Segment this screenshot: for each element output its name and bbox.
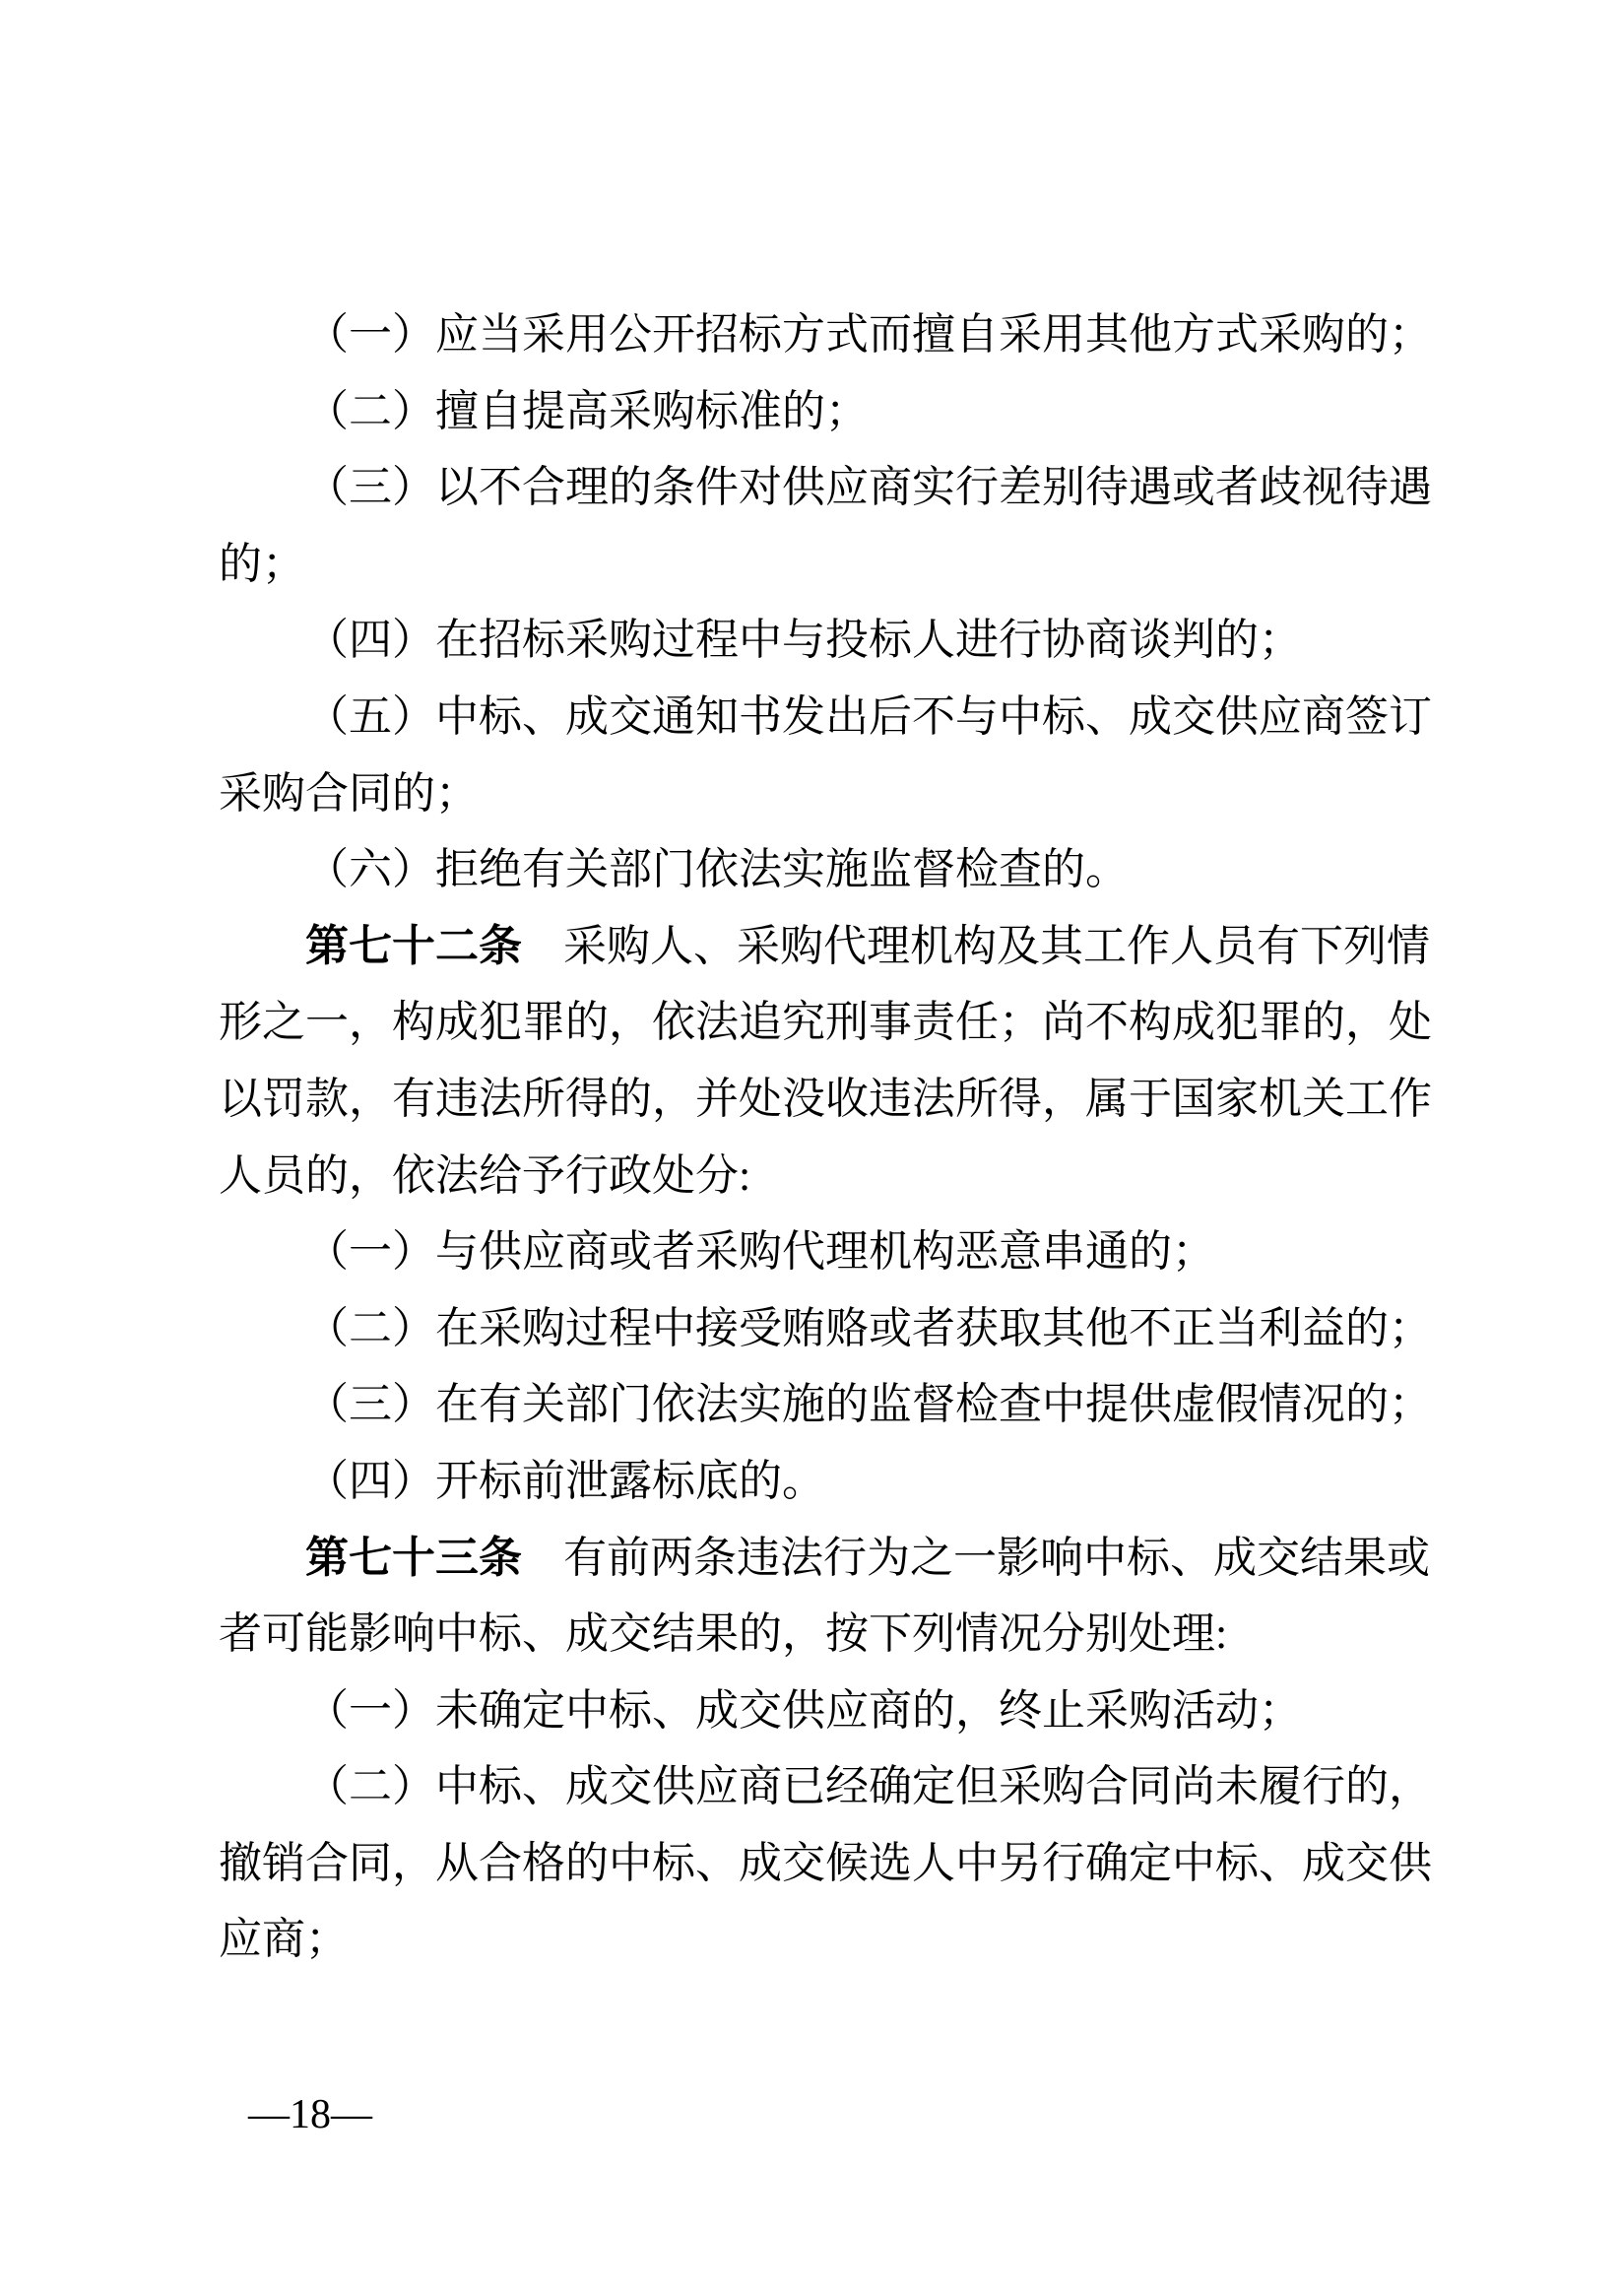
text-line bbox=[219, 908, 1440, 985]
text-line bbox=[219, 1901, 1440, 1978]
text-line bbox=[219, 1748, 1440, 1825]
line-text: （四）开标前泄露标底的。 bbox=[305, 1456, 825, 1505]
text-line bbox=[219, 526, 1440, 603]
text-line bbox=[219, 602, 1440, 679]
text-line bbox=[219, 831, 1440, 908]
text-line bbox=[219, 755, 1440, 832]
text-line bbox=[219, 1596, 1440, 1673]
line-text: 采购合同的； bbox=[219, 768, 479, 818]
line-text: 者可能影响中标、成交结果的，按下列情况分别处理: bbox=[219, 1609, 1228, 1659]
line-text: （六）拒绝有关部门依法实施监督检查的。 bbox=[305, 845, 1129, 894]
text-line bbox=[219, 1366, 1440, 1443]
line-text: （三）在有关部门依法实施的监督检查中提供虚假情况的； bbox=[305, 1380, 1432, 1429]
line-text: （一）未确定中标、成交供应商的，终止采购活动； bbox=[305, 1685, 1302, 1735]
line-text: 有前两条违法行为之一影响中标、成交结果或 bbox=[563, 1533, 1430, 1582]
line-text: 人员的，依法给予行政处分: bbox=[219, 1150, 751, 1200]
line-text: 以罚款，有违法所得的，并处没收违法所得，属于国家机关工作 bbox=[219, 1074, 1432, 1123]
line-text: 应商； bbox=[219, 1915, 349, 1964]
text-line bbox=[219, 984, 1440, 1061]
article-number: 第七十二条 bbox=[305, 921, 522, 970]
text-line bbox=[219, 1214, 1440, 1290]
line-text: （五）中标、成交通知书发出后不与中标、成交供应商签订 bbox=[305, 691, 1432, 741]
article-number: 第七十三条 bbox=[305, 1533, 522, 1582]
page-number: —18— bbox=[248, 2092, 372, 2137]
text-line bbox=[219, 1138, 1440, 1214]
line-text: 撤销合同，从合格的中标、成交候选人中另行确定中标、成交供 bbox=[219, 1838, 1432, 1887]
line-text: （二）中标、成交供应商已经确定但采购合同尚未履行的， bbox=[305, 1762, 1432, 1811]
line-text: （三）以不合理的条件对供应商实行差别待遇或者歧视待遇 bbox=[305, 463, 1432, 512]
text-line bbox=[219, 1520, 1440, 1597]
text-line bbox=[219, 1061, 1440, 1138]
line-text: （四）在招标采购过程中与投标人进行协商谈判的； bbox=[305, 616, 1302, 665]
text-line bbox=[219, 296, 1440, 373]
document-body bbox=[219, 296, 1440, 1978]
text-line bbox=[219, 1673, 1440, 1749]
line-text: （一）应当采用公开招标方式而擅自采用其他方式采购的； bbox=[305, 310, 1432, 359]
line-text: （二）在采购过程中接受贿赂或者获取其他不正当利益的； bbox=[305, 1303, 1432, 1352]
line-text: （二）擅自提高采购标准的； bbox=[305, 386, 869, 435]
text-line bbox=[219, 449, 1440, 526]
text-line bbox=[219, 1290, 1440, 1367]
text-line bbox=[219, 1443, 1440, 1520]
line-text: 的； bbox=[219, 539, 305, 588]
line-text: （一）与供应商或者采购代理机构恶意串通的； bbox=[305, 1227, 1215, 1277]
text-line bbox=[219, 679, 1440, 755]
line-text: 形之一，构成犯罪的，依法追究刑事责任；尚不构成犯罪的，处 bbox=[219, 998, 1432, 1047]
text-line bbox=[219, 373, 1440, 450]
line-text: 采购人、采购代理机构及其工作人员有下列情 bbox=[563, 921, 1430, 970]
text-line bbox=[219, 1825, 1440, 1902]
